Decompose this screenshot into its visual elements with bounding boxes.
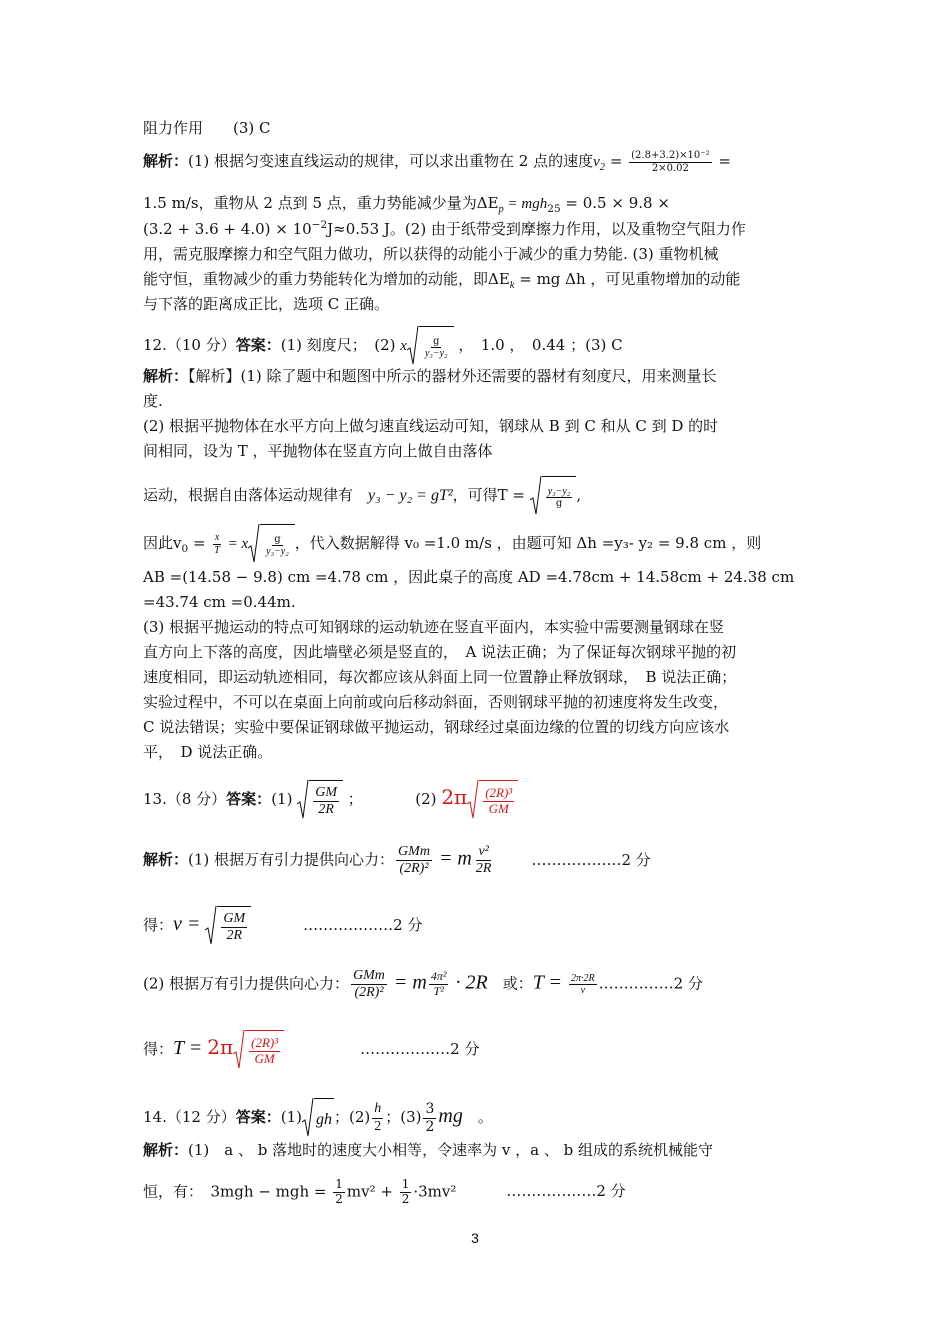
frac-den: 2	[425, 1118, 435, 1135]
q13-answer	[143, 780, 518, 820]
sqrt	[302, 1098, 334, 1138]
sqrt	[248, 524, 295, 564]
text: (1) a 、 b 落地时的速度大小相等，令速率为 v ，a 、 b 组成的系统机械能守	[188, 1141, 713, 1159]
text: =43.74 cm =0.44m.	[143, 593, 296, 611]
score-dots: ………………2 分	[531, 850, 651, 869]
radical-icon	[530, 476, 542, 516]
fraction	[629, 150, 711, 174]
frac-den: GM	[254, 1051, 275, 1066]
math: = m	[433, 847, 472, 870]
frac-num: x	[214, 532, 220, 543]
text: 度.	[143, 392, 163, 410]
text-line	[143, 391, 163, 411]
text: (1) 根据匀变速直线运动的规律，可以求出重物在 2 点的速度	[188, 152, 594, 170]
text-line	[143, 416, 718, 436]
math: T =	[173, 1037, 208, 1059]
analysis-label: 解析：	[143, 367, 189, 385]
fraction	[351, 968, 387, 1001]
text: 因此v	[143, 534, 182, 552]
text-line	[143, 968, 703, 1001]
radical-icon	[302, 1098, 314, 1138]
text: =	[713, 152, 731, 170]
math: 2π	[441, 785, 468, 809]
text-line	[143, 269, 740, 289]
radical-icon	[467, 780, 479, 820]
text-line	[143, 441, 493, 461]
text: 用，需克服摩擦力和空气阻力做功，所以获得的动能小于减少的重力势能. (3) 重物机械	[143, 245, 719, 263]
text: (1) 根据万有引力提供向心力：	[188, 850, 395, 869]
text-line	[143, 642, 736, 662]
frac-num: GM	[221, 911, 247, 928]
text-line	[143, 617, 724, 637]
sqrt	[530, 476, 577, 516]
frac-den: 2	[374, 1118, 382, 1134]
text-line	[143, 1030, 479, 1070]
radical-icon	[205, 906, 217, 946]
frac-den: 2	[401, 1191, 410, 1206]
frac-den: y₃−y₂	[266, 546, 289, 557]
answer-label: 答案：	[235, 336, 281, 354]
math: v =	[173, 913, 206, 935]
text: (1)	[271, 790, 293, 808]
math-var: x	[400, 338, 407, 354]
fraction	[313, 785, 339, 818]
text: = 0.5 × 9.8 ×	[560, 194, 670, 212]
analysis-label: 解析：	[143, 850, 189, 869]
frac-num: y₃−y₂	[547, 485, 571, 497]
math-sup: −2	[311, 219, 328, 231]
text: (2) 根据平抛物体在水平方向上做匀速直线运动可知，钢球从 B 到 C 和从 C 到 D 的时	[143, 417, 719, 435]
text: 。	[462, 1108, 493, 1126]
fraction	[429, 970, 449, 999]
text: AB =(14.58 − 9.8) cm =4.78 cm ，因此桌子的高度 AD =4.78cm + 14.58cm + 24.38 cm	[143, 568, 795, 586]
math: 2π	[207, 1035, 234, 1059]
text: ·3mv²	[413, 1182, 457, 1201]
page-number: 3	[471, 1230, 479, 1246]
text-line	[143, 244, 719, 264]
text-line	[143, 692, 728, 712]
text: 平， D 说法正确。	[143, 743, 273, 761]
text-line	[143, 294, 389, 314]
text: (2) 根据万有引力提供向心力：	[143, 974, 350, 993]
text: J≈0.53 J。(2) 由于纸带受到摩擦力作用，以及重物空气阻力作	[327, 220, 746, 238]
frac-num: 4π²	[430, 969, 447, 984]
math: = x	[223, 536, 249, 552]
text: 间相同，设为 T ，平抛物体在竖直方向上做自由落体	[143, 442, 493, 460]
sqrt	[233, 1030, 284, 1070]
text: 运动，根据自由落体运动规律有	[143, 486, 369, 504]
text: ，可得T =	[452, 486, 530, 504]
text-line	[143, 219, 746, 239]
frac-den: v	[580, 985, 586, 997]
text-line	[143, 742, 272, 762]
math-sub: k	[509, 280, 515, 291]
frac-den: T²	[433, 984, 444, 999]
radical-icon	[233, 1030, 245, 1070]
math: gh	[315, 1110, 332, 1128]
text: 恒，有： 3mgh − mgh =	[143, 1182, 332, 1201]
math-sub: p	[498, 204, 504, 215]
radical-icon	[248, 524, 260, 564]
score-dots: ………………2 分	[506, 1182, 626, 1201]
score-dots: ………………2 分	[360, 1040, 480, 1058]
frac-num: h	[372, 1101, 383, 1118]
fraction	[546, 486, 573, 510]
text: (3.2 + 3.6 + 4.0) × 10	[143, 220, 312, 238]
text-line	[143, 1178, 626, 1207]
text: ；(3)	[385, 1108, 422, 1126]
sqrt	[467, 780, 518, 820]
text: =	[605, 152, 628, 170]
frac-num: g	[433, 335, 440, 347]
frac-num: g	[274, 533, 281, 545]
text-line	[143, 476, 581, 516]
score-dots: ………………2 分	[303, 916, 423, 934]
math-var: v	[593, 154, 600, 170]
text: (1)	[280, 1108, 302, 1126]
answer-label: 答案：	[235, 1108, 281, 1126]
fraction	[212, 532, 222, 556]
text: 得：	[143, 1040, 174, 1058]
radical-icon	[407, 326, 419, 366]
fraction	[221, 911, 247, 944]
text: 实验过程中，不可以在桌面上向前或向后移动斜面，否则钢球平抛的初速度将发生改变，	[143, 693, 729, 711]
math-sub: 2	[599, 162, 606, 173]
math: = mgh	[503, 196, 548, 212]
math: mg	[438, 1105, 463, 1127]
text: (1) 刻度尺； (2)	[280, 336, 396, 354]
text: 直方向上下落的高度，因此墙壁必须是竖直的， A 说法正确；为了保证每次钢球平抛的初	[143, 643, 737, 661]
fraction	[249, 1036, 280, 1067]
frac-den: 2	[335, 1191, 343, 1206]
math: = m	[388, 971, 427, 994]
frac-den: y₃−y₂	[424, 348, 448, 359]
fraction	[569, 973, 597, 997]
text-line	[143, 1140, 713, 1160]
text: C 说法错误；实验中要保证钢球做平抛运动，钢球经过桌面边缘的位置的切线方向应该水	[143, 718, 730, 736]
fraction	[423, 336, 450, 360]
sqrt	[297, 780, 343, 820]
text-line	[143, 567, 794, 587]
text: mv² +	[346, 1182, 398, 1201]
frac-num: GM	[313, 785, 339, 802]
frac-num: v²	[476, 844, 490, 861]
text: 能守恒，重物减少的重力势能转化为增加的动能，即ΔE	[143, 270, 510, 288]
math: · 2R	[450, 971, 488, 994]
radical-icon	[297, 780, 309, 820]
q12-answer	[143, 326, 623, 366]
text-line	[143, 118, 271, 138]
math: T =	[532, 971, 567, 994]
sqrt	[205, 906, 251, 946]
frac-den: 2R	[318, 802, 334, 817]
text: =	[188, 534, 211, 552]
fraction	[333, 1178, 345, 1207]
math-sub: 0	[181, 543, 189, 555]
frac-num: 1	[401, 1177, 410, 1191]
score-dots: ……………2 分	[598, 974, 703, 993]
question-number: 13.（8 分）	[143, 790, 227, 808]
fraction	[372, 1101, 383, 1134]
text: 【解析】(1) 除了题中和题图中所示的器材外还需要的器材有刻度尺，用来测量长	[188, 367, 717, 385]
analysis-line	[143, 150, 731, 174]
math: y₃ − y₂ = gT²	[368, 487, 453, 504]
text-line	[143, 366, 717, 386]
frac-num: 2π·2R	[570, 972, 595, 984]
analysis-label: 解析：	[143, 152, 189, 170]
frac-den: (2R)²	[399, 861, 429, 877]
question-number: 14.（12 分）	[143, 1108, 236, 1126]
frac-num: 3	[425, 1101, 435, 1118]
analysis-label: 解析：	[143, 1141, 189, 1159]
text: = mg Δh ，可见重物增加的动能	[514, 270, 741, 288]
text: 或：	[487, 974, 533, 993]
frac-den: 2×0.02	[651, 162, 689, 174]
frac-num: (2R)³	[485, 785, 513, 801]
fraction	[474, 844, 494, 877]
answer-label: 答案：	[226, 790, 272, 808]
frac-den: g	[555, 498, 563, 509]
frac-den: 2R	[475, 861, 492, 877]
frac-num: 1	[335, 1177, 343, 1191]
text: (3) 根据平抛运动的特点可知钢球的运动轨迹在竖直平面内，本实验中需要测量钢球在竖	[143, 618, 725, 636]
text-line	[143, 844, 651, 877]
text-line	[143, 717, 729, 737]
fraction	[423, 1101, 436, 1134]
fraction	[400, 1178, 412, 1207]
frac-num: (2.8+3.2)×10⁻²	[631, 150, 710, 161]
text: 与下落的距离成正比，选项 C 正确。	[143, 295, 390, 313]
text: 阻力作用 (3) C	[143, 119, 271, 137]
text-line	[143, 592, 296, 612]
text: ；(2)	[333, 1108, 371, 1126]
frac-num: (2R)³	[251, 1035, 279, 1051]
frac-den: T	[214, 544, 220, 556]
text: ， 1.0 ， 0.44 ；(3) C	[458, 336, 623, 354]
math-sub: 25	[547, 203, 561, 215]
text-line	[143, 906, 422, 946]
frac-num: GMm	[396, 844, 432, 861]
text: 速度相同，即运动轨迹相同，每次都应该从斜面上同一位置静止释放钢球， B 说法正确；	[143, 668, 737, 686]
text: ； (2)	[347, 790, 437, 808]
text: ,	[576, 486, 582, 504]
fraction	[264, 534, 291, 558]
frac-den: 2R	[226, 928, 243, 943]
text: 得：	[143, 916, 174, 934]
text: 1.5 m/s，重物从 2 点到 5 点，重力势能减少量为ΔE	[143, 194, 499, 212]
question-number: 12.（10 分）	[143, 336, 236, 354]
text-line	[143, 524, 761, 564]
q14-answer	[143, 1098, 493, 1138]
fraction	[483, 786, 514, 817]
text-line	[143, 193, 670, 214]
fraction	[396, 844, 432, 877]
text-line	[143, 667, 736, 687]
frac-den: GM	[488, 801, 509, 816]
frac-den: (2R)²	[354, 985, 384, 1001]
frac-num: GMm	[351, 968, 387, 985]
text: ，代入数据解得 v₀ =1.0 m/s ，由题可知 Δh =y₃- y₂ = 9.8 cm ，则	[294, 534, 762, 552]
sqrt	[407, 326, 454, 366]
